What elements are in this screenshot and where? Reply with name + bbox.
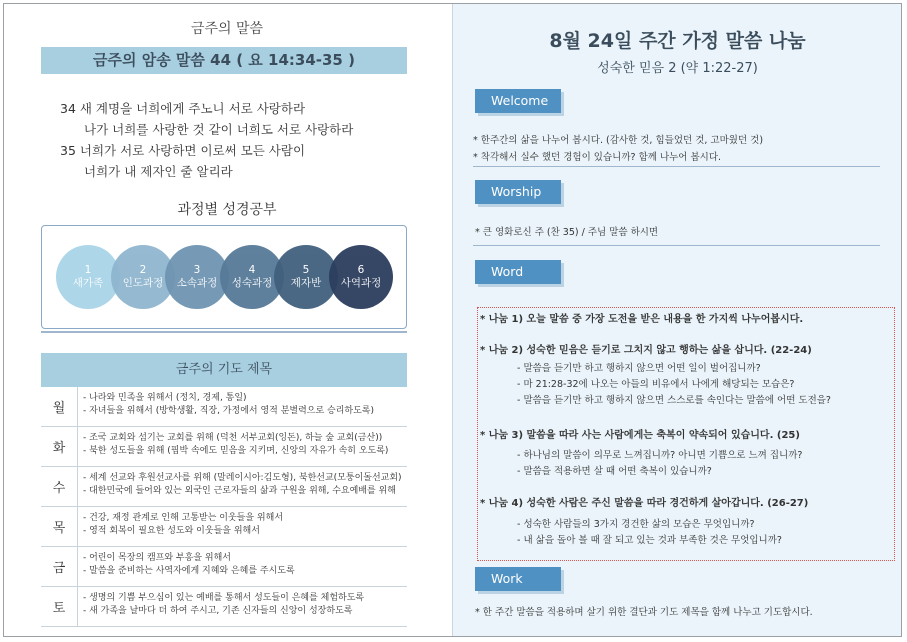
- prayer-item: - 북한 성도들을 위해 (핍박 속에도 믿음을 지키며, 신앙의 자유가 속히 오도록): [83, 446, 389, 456]
- prayer-row-wed: [41, 467, 407, 507]
- question-item: - 성숙한 사람들의 3가지 경건한 삶의 모습은 무엇입니까?: [517, 519, 755, 530]
- prayer-title: 금주의 기도 제목: [41, 353, 407, 387]
- question-1: * 나눔 1) 오늘 말씀 중 가장 도전을 받은 내용을 한 가지씩 나누어봅시다.: [480, 314, 804, 325]
- course-number: 5: [302, 264, 310, 276]
- prayer-day: 토: [41, 587, 78, 626]
- question-item: - 마 21:28-32에 나오는 아들의 비유에서 나에게 해당되는 모습은?: [517, 379, 795, 390]
- prayer-row-mon: [41, 387, 407, 427]
- left-panel: [4, 4, 450, 636]
- course-box: [41, 225, 407, 329]
- prayer-row-sat: [41, 587, 407, 627]
- question-3: * 나눔 3) 말씀을 따라 사는 사람에게는 축복이 약속되어 있습니다. (25): [480, 430, 800, 441]
- prayer-item: - 영적 회복이 필요한 성도와 이웃들을 위해서: [83, 526, 260, 536]
- work-line: * 한 주간 말씀을 적용하며 살기 위한 결단과 기도 제목을 함께 나누고 기도합시다.: [475, 607, 813, 618]
- prayer-day: 금: [41, 547, 78, 586]
- question-item: - 내 삶을 돌아 볼 때 잘 되고 있는 것과 부족한 것은 무엇입니까?: [517, 535, 782, 546]
- welcome-line: * 착각해서 실수 했던 경험이 있습니까? 함께 나누어 봅시다.: [473, 152, 722, 163]
- question-item: - 말씀을 듣기만 하고 행하지 않으면 어떤 일이 벌어집니까?: [517, 363, 761, 374]
- course-number: 2: [139, 264, 147, 276]
- right-panel: [452, 4, 901, 636]
- sharing-title: 8월 24일 주간 가정 말씀 나눔: [549, 30, 806, 52]
- verse-line: 너희가 내 제자인 줄 알리라: [84, 164, 233, 179]
- course-name: 소속과정: [176, 277, 218, 289]
- prayer-item: - 생명의 기쁨 부으심이 있는 예배를 통해서 성도들이 은혜를 체험하도록: [83, 593, 365, 603]
- prayer-day: 월: [41, 387, 78, 426]
- prayer-day: 목: [41, 507, 78, 546]
- question-item: - 말씀을 적용하면 살 때 어떤 축복이 있습니까?: [517, 466, 712, 477]
- course-name: 인도과정: [122, 277, 164, 289]
- question-item: - 하나님의 말씀이 의무로 느껴집니까? 아니면 기쁨으로 느껴 집니까?: [517, 450, 803, 461]
- question-4: * 나눔 4) 성숙한 사람은 주신 말씀을 따라 경건하게 살아갑니다. (26-27): [480, 498, 809, 509]
- course-name: 성숙과정: [231, 277, 273, 289]
- course-name: 새가족: [72, 277, 104, 289]
- worship-line: * 큰 영화로신 주 (찬 35) / 주님 말씀 하시면: [475, 227, 659, 238]
- welcome-line: * 한주간의 삶을 나누어 봅시다. (감사한 것, 힘들었던 것, 고마웠던 것): [473, 135, 764, 146]
- prayer-day: 수: [41, 467, 78, 506]
- prayer-item: - 조국 교회와 섬기는 교회를 위해 (덕천 서부교회(잉돈), 하늘 숲 교회(금산)): [83, 433, 383, 443]
- course-circle-6: [329, 245, 393, 309]
- question-2: * 나눔 2) 성숙한 믿음은 듣기로 그치지 않고 행하는 삶을 삽니다. (22-24): [480, 345, 812, 356]
- prayer-row-tue: [41, 427, 407, 467]
- prayer-item: - 대한민국에 들어와 있는 외국인 근로자들의 삶과 구원을 위해, 수요예배를 위해: [83, 486, 396, 496]
- memory-verse-bar: 금주의 암송 말씀 44 ( 요 14:34-35 ): [41, 47, 407, 74]
- weekly-word-title: 금주의 말씀: [190, 21, 264, 37]
- prayer-item: - 세계 선교와 후원선교사를 위해 (말레이시아:김도형), 북한선교(모퉁이돌선교회): [83, 473, 402, 483]
- divider: [473, 166, 880, 167]
- sharing-subtitle: 성숙한 믿음 2 (약 1:22-27): [597, 61, 758, 76]
- work-tag: Work: [475, 567, 561, 591]
- worship-tag: Worship: [475, 180, 561, 204]
- prayer-item: - 자녀들을 위해서 (방학생활, 직장, 가정에서 영적 분별력으로 승리하도록): [83, 406, 375, 416]
- course-section-title: 과정별 성경공부: [177, 202, 277, 218]
- prayer-item: - 나라와 민족을 위해서 (정치, 경제, 통일): [83, 393, 247, 403]
- course-number: 1: [84, 264, 92, 276]
- course-name: 제자반: [290, 277, 322, 289]
- question-item: - 말씀을 듣기만 하고 행하지 않으면 스스로를 속인다는 말씀에 어떤 도전을?: [517, 395, 831, 406]
- word-tag: Word: [475, 260, 561, 284]
- prayer-day: 화: [41, 427, 78, 466]
- prayer-item: - 새 가족을 날마다 더 하여 주시고, 기존 신자들의 신앙이 성장하도록: [83, 606, 353, 616]
- course-number: 3: [193, 264, 201, 276]
- prayer-table: [41, 387, 407, 627]
- prayer-item: - 어린이 목장의 캠프와 부흥을 위해서: [83, 553, 231, 563]
- prayer-item: - 건강, 재정 관계로 인해 고통받는 이웃들을 위해서: [83, 513, 284, 523]
- course-underline: [41, 331, 407, 333]
- prayer-item: - 말씀을 준비하는 사역자에게 지혜와 은혜를 주시도록: [83, 566, 295, 576]
- prayer-row-fri: [41, 547, 407, 587]
- verse-line: 나가 너희를 사랑한 것 같이 너희도 서로 사랑하라: [84, 122, 354, 137]
- course-number: 6: [357, 264, 365, 276]
- verse-line: 35 너희가 서로 사랑하면 이로써 모든 사람이: [60, 143, 306, 158]
- verse-line: 34 새 계명을 너희에게 주노니 서로 사랑하라: [60, 101, 306, 116]
- welcome-tag: Welcome: [475, 89, 561, 113]
- prayer-row-thu: [41, 507, 407, 547]
- course-number: 4: [248, 264, 256, 276]
- divider: [473, 245, 880, 246]
- course-name: 사역과정: [340, 277, 382, 289]
